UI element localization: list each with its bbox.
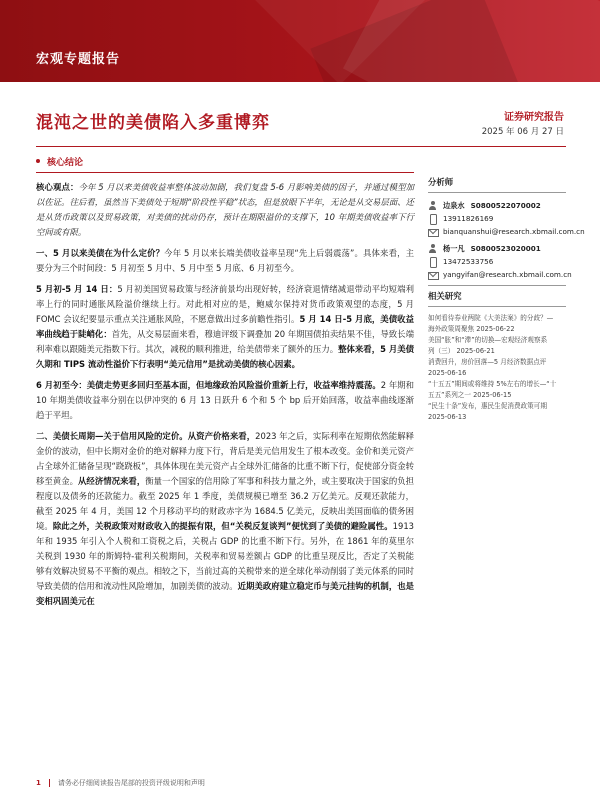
paragraph-june	[36, 378, 414, 423]
analyst-email-row	[428, 268, 572, 281]
paragraph-body: 衡量一个国家的信用除了军事和科技力量之外，或主要取决于国家的负担程度以及债务的还款能力。截至 2025 年 1 季度，美债规模已增至 36.2 万亿美元。反观还款能力，截至 2025 年 4 月，美国 12 个月移动平均的财政赤字为 1684.5 亿美元，反映出美国面临的债务困境。	[36, 476, 415, 531]
related-sub: 五五”系列之一 2025-06-15	[428, 390, 512, 399]
analyst-license: S0800522070002	[470, 201, 541, 210]
related-sub: 海外政策周聚焦 2025-06-22	[428, 324, 515, 333]
analyst-phone-row	[428, 255, 566, 268]
mail-icon	[428, 227, 437, 236]
paragraph-lead: 二、美债长周期—关于信用风险的定价。从资产价格来看，	[36, 431, 256, 441]
sidebar	[428, 176, 585, 423]
analyst-license: S0800523020001	[470, 244, 541, 253]
related-sub: 2025-06-13	[428, 412, 467, 421]
section-heading	[36, 150, 414, 172]
analyst-phone-row	[428, 212, 566, 225]
person-icon	[428, 244, 437, 253]
related-sub: 2025-06-16	[428, 368, 467, 377]
related-sub: 列（三） 2025-06-21	[428, 346, 495, 355]
phone-icon	[428, 214, 437, 223]
analyst-email-row	[428, 225, 585, 238]
paragraph-lead: 近期美政府建立稳定币与美元挂钩的机制，也是变相巩固美元在	[36, 581, 415, 606]
related-item[interactable]	[428, 335, 566, 356]
analysts-heading: 分析师	[428, 176, 566, 193]
related-item[interactable]	[428, 357, 566, 378]
related-list	[428, 313, 566, 422]
related-title: “十五五”期间或将维持 5%左右的增长—“十	[428, 380, 557, 388]
main-column	[36, 150, 414, 615]
report-date: 2025 年 06 月 27 日	[481, 127, 564, 137]
related-title: 如何看待券业两院《大美法案》的分歧？—	[428, 314, 554, 322]
report-type: 证券研究报告	[504, 112, 564, 123]
paragraph-lead: 从经济情况来看，	[78, 476, 146, 486]
sidebar-divider	[428, 285, 566, 286]
analyst-phone: 13472533756	[443, 257, 494, 266]
paragraph-body: 1913 年和 1935 年引入个人税和工资税之后，关税占 GDP 的比重不断下行。另外，在 1861 年的莫里尔关税到 1930 年的斯姆特-霍利关税期间，关税率和贸易差额占 GDP 的比重呈现反比，否定了关税能够有效解决贸易不平衡的观点。相较之下，当前过高的关税带来的逆全球化举动削弱了美元体系的同时导致美债的信用和流动性风险增加，加剧美债的波动。	[36, 521, 414, 591]
paragraph-lead: 除此之外，关税政策对财政收入的提振有限，但“关税反复谈判”便忧到了美债的避险属性。	[52, 521, 393, 531]
phone-icon	[428, 257, 437, 266]
paragraph-body: 今年 5 月以来美债收益率整体波动加剧，我们复盘 5-6 月影响美债的因子，并通过模型加以佐证。往后看，虽然当下美债处于短期“阶段性平稳”状态，但是放眼下半年，无论是从交易层面、还是从货币政策以及贸易政策，对美债的扰动仍存，预计在期限溢价的支撑下，10 年期美债收益率下行空间或有限。	[36, 182, 415, 237]
related-title: 美国“胀”和“滞”的切换—宏观经济观察系	[428, 336, 548, 344]
paragraph-lead: 核心观点：	[36, 182, 79, 192]
banner-title: 宏观专题报告	[36, 52, 121, 67]
related-item[interactable]	[428, 401, 566, 422]
paragraph-pricing	[36, 246, 414, 276]
analyst-email[interactable]: bianquanshui@research.xbmail.com.cn	[443, 227, 585, 236]
person-icon	[428, 201, 437, 210]
paragraph-body: 首先，从交易层面来看，穆迪评级下调叠加 20 年期国债拍卖结果不佳，导致长端利率难以跟随美元指数下行。其次，减税的顺利推进，给美债带来了额外的压力。	[36, 329, 414, 354]
paragraph-long-cycle	[36, 429, 414, 609]
analyst-card	[428, 199, 585, 238]
section-divider	[36, 172, 414, 173]
bullet-icon	[36, 159, 40, 163]
paragraph-core-view	[36, 180, 414, 240]
related-item[interactable]	[428, 379, 566, 400]
footer-disclaimer: 请务必仔细阅读报告尾部的投资评级说明和声明	[57, 779, 205, 787]
paragraph-body: 2 年期和 10 年期美债收益率分别在以伊冲突的 6 月 13 日跃升 6 个和 5 个 bp 后开始回落，收益率曲线逐渐趋于平坦。	[36, 380, 414, 420]
related-heading: 相关研究	[428, 290, 566, 307]
paragraph-lead: 6 月初至今：美债走势更多回归至基本面，但地缘政治风险溢价重新上行，收益率维持震荡。	[36, 380, 381, 390]
analyst-name: 杨一凡	[443, 243, 465, 253]
section-title: 核心结论	[47, 157, 84, 168]
paragraph-body: 2023 年之后，实际利率在短期依然能解释金价的波动，但中长期对金价的绝对解释力度下行，背后是美元信用发生了根本改变。金价和美元资产占全球外汇储备呈现“跷跷板”，具体体现在美元资产占全球外汇储备的比重不断下行，促使部分资金转移至黄金。	[36, 431, 414, 486]
paragraph-body: 5 月初美国贸易政策与经济前景均出现好转，经济衰退情绪减退带动平均短端利率上行的同时通胀风险溢价继续上行。对此相对应的是，鲍威尔保持对货币政策观望的态度，5 月 FOMC 会议纪要显示重点关注通胀风险，不愿意做出过多前瞻性指引。	[36, 284, 414, 324]
analyst-card	[428, 242, 572, 281]
related-title: 消费回升，房价回落—5 月经济数据点评	[428, 358, 547, 366]
paragraph-may	[36, 282, 414, 372]
analyst-name-row	[428, 242, 566, 255]
header-banner	[0, 0, 600, 82]
paragraph-lead: 5 月 14 日-5 月底，美债收益率曲线趋于陡峭化：	[36, 314, 414, 339]
analyst-phone: 13911826169	[443, 214, 494, 223]
document-title: 混沌之世的美债陷入多重博弈	[36, 113, 270, 133]
analyst-email[interactable]: yangyifan@research.xbmail.com.cn	[443, 270, 572, 279]
paragraph-body: 今年 5 月以来长端美债收益率呈现“先上后弱震荡”。具体来看，主要分为三个时间段：5 月初至 5 月中、5 月中至 5 月底、6 月初至今。	[36, 248, 414, 273]
paragraph-lead: 5 月初-5 月 14 日：	[36, 284, 118, 294]
footer-separator	[49, 779, 50, 787]
related-title: “民生十条”发布，惠民生促消费政策可期	[428, 402, 547, 410]
title-divider	[36, 146, 566, 147]
paragraph-lead: 一、5 月以来美债在为什么定价？	[36, 248, 165, 258]
mail-icon	[428, 270, 437, 279]
analyst-name: 边泉水	[443, 200, 465, 210]
page-footer	[36, 778, 205, 788]
analyst-name-row	[428, 199, 566, 212]
paragraph-lead: 整体来看，5 月美债久期和 TIPS 流动性溢价下行表明“美元信用”是扰动美债的核心因素。	[36, 344, 415, 369]
related-item[interactable]	[428, 313, 566, 334]
page-number: 1	[36, 779, 41, 787]
